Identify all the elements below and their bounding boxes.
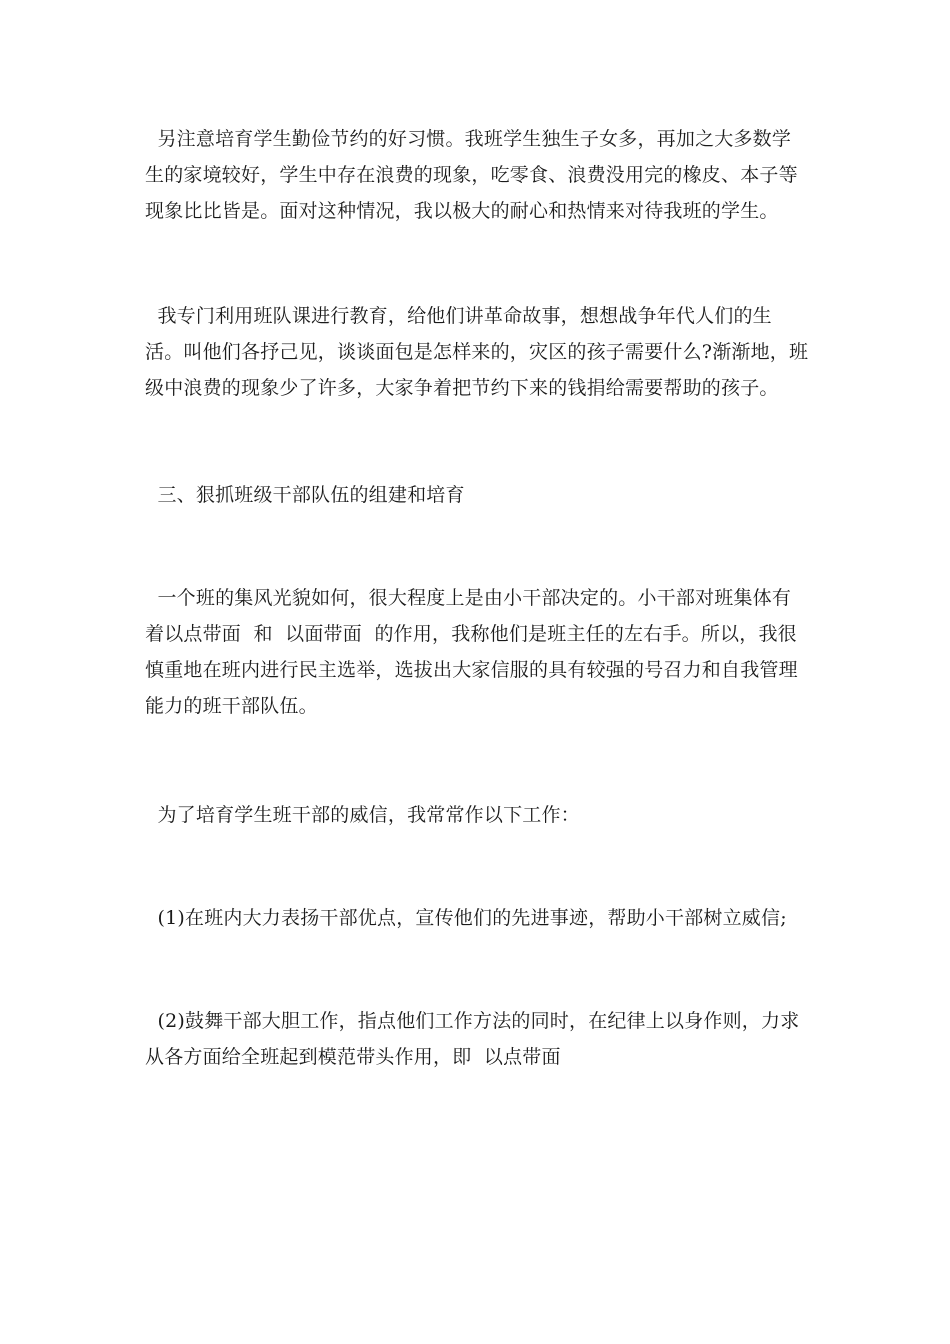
paragraph-class-education: 我专门利用班队课进行教育，给他们讲革命故事，想想战争年代人们的生活。叫他们各抒己见，谈谈面包是怎样来的，灾区的孩子需要什么?渐渐地，班级中浪费的现象少了许多，大家争着把节约下来的钱捐给需要帮助的孩子。 — [145, 305, 809, 399]
paragraph-cadre-role: 一个班的集风光貌如何，很大程度上是由小干部决定的。小干部对班集体有着以点带面 和 以面带面 的作用，我称他们是班主任的左右手。所以，我很慎重地在班内进行民主选举，选拔出大家信服的具有较强的号召力和自我管理能力的班干部队伍。 — [145, 587, 798, 717]
list-item-encourage-cadres: (2)鼓舞干部大胆工作，指点他们工作方法的同时，在纪律上以身作则，力求从各方面给全班起到模范带头作用，即 以点带面 — [145, 1010, 800, 1068]
section-heading-cadre-team: 三、狠抓班级干部队伍的组建和培育 — [145, 484, 465, 506]
list-item-praise-cadres: (1)在班内大力表扬干部优点，宣传他们的先进事迹，帮助小干部树立威信; — [145, 907, 787, 929]
paragraph-frugality-habit: 另注意培育学生勤俭节约的好习惯。我班学生独生子女多，再加之大多数学生的家境较好，学生中存在浪费的现象，吃零食、浪费没用完的橡皮、本子等现象比比皆是。面对这种情况，我以极大的耐心和热情来对待我班的学生。 — [145, 128, 798, 222]
paragraph-cadre-prestige-intro: 为了培育学生班干部的威信，我常常作以下工作： — [145, 804, 580, 826]
